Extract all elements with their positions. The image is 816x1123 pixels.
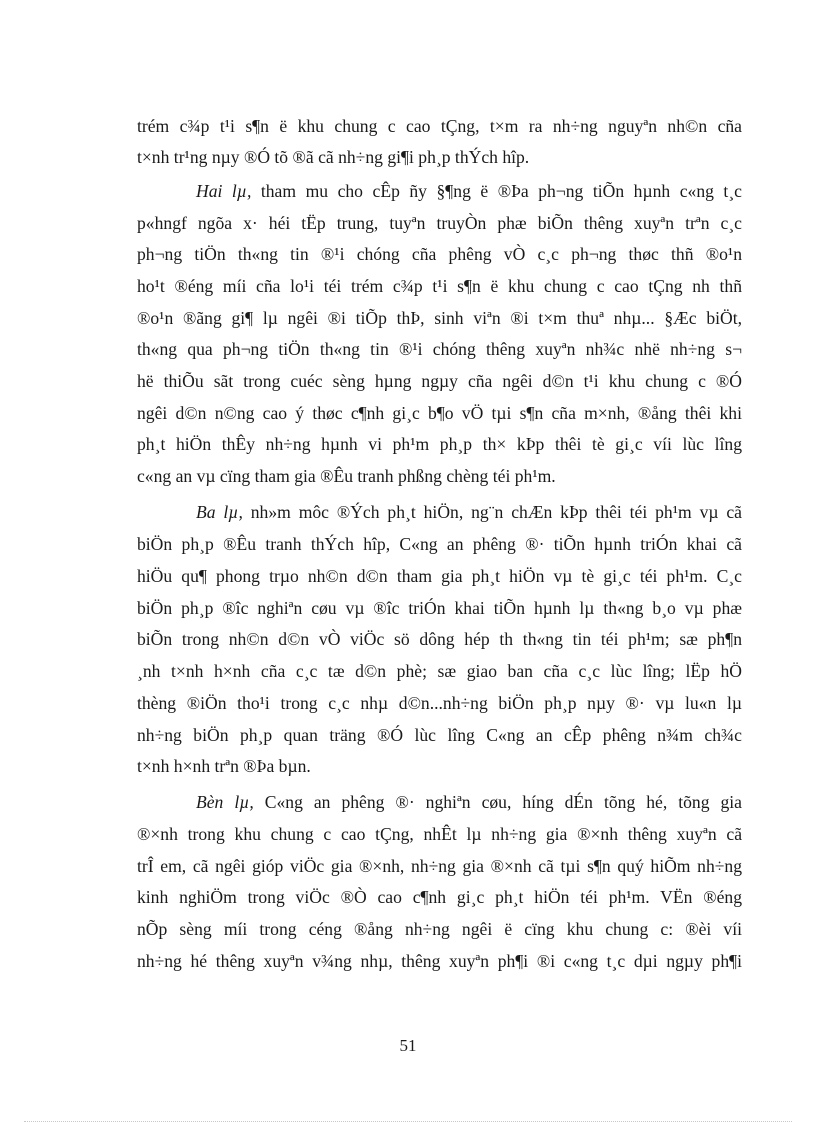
- text-line: nh÷ng biÖn ph¸p quan träng ®Ó lùc lîng C«ng an cÊp phêng n¾m ch¾c: [137, 725, 742, 745]
- text-line: ¸nh t×nh h×nh cña c¸c tæ d©n phè; sæ giao ban cña c¸c lùc lîng; lËp hÖ: [137, 661, 742, 681]
- page-number: 51: [399, 1036, 417, 1055]
- text-line: c«ng an vµ cïng tham gia ®Êu tranh phßng chèng téi ph¹m.: [137, 466, 556, 486]
- text-line: hë thiÕu sãt trong cuéc sèng hµng ngµy cña ngêi d©n t¹i khu chung c ®Ó: [137, 371, 742, 391]
- text-line: trém c¾p t¹i s¶n ë khu chung c cao tÇng, t×m ra nh÷ng nguyªn nh©n cña: [137, 116, 742, 136]
- paragraph-lead: Ba lµ,: [196, 502, 243, 522]
- text-line: nÕp sèng míi trong céng ®ång nh÷ng ngêi ë cïng khu chung c: ®èi víi: [137, 919, 742, 939]
- text-line: ph¸t hiÖn thÊy nh÷ng hµnh vi ph¹m ph¸p th× kÞp thêi tè gi¸c víi lùc lîng: [137, 434, 742, 454]
- text-line: th«ng qua ph¬ng tiÖn th«ng tin ®¹i chóng thêng xuyªn nh¾c nhë nh÷ng s¬: [137, 339, 742, 359]
- text-line: Bèn lµ, C«ng an phêng ®· nghiªn cøu, híng dÉn tõng hé, tõng gia: [196, 792, 742, 812]
- text-line: p«hngf ngõa x· héi tËp trung, tuyªn truyÒn phæ biÕn thêng xuyªn trªn c¸c: [137, 213, 742, 233]
- text-line: t×nh tr¹ng nµy ®Ó tõ ®ã cã nh÷ng gi¶i ph¸p thÝch hîp.: [137, 147, 530, 167]
- paragraph-lead: Hai lµ,: [196, 181, 252, 201]
- text-line: kinh nghiÖm trong viÖc ®Ò cao c¶nh gi¸c ph¸t hiÖn téi ph¹m. VËn ®éng: [137, 887, 742, 907]
- text-line: Hai lµ, tham mu cho cÊp ñy §¶ng ë ®Þa ph¬ng tiÕn hµnh c«ng t¸c: [196, 181, 742, 201]
- text-line: thèng ®iÖn tho¹i trong c¸c nhµ d©n...nh÷ng biÖn ph¸p nµy ®· vµ lu«n lµ: [137, 693, 742, 713]
- text-line: ho¹t ®éng míi cña lo¹i téi trém c¾p t¹i s¶n ë khu chung c cao tÇng nh thñ: [137, 276, 742, 296]
- text-line: ph¬ng tiÖn th«ng tin ®¹i chóng cña phêng vÒ c¸c ph¬ng thøc thñ ®o¹n: [137, 244, 742, 264]
- text-line: biÖn ph¸p ®Êu tranh thÝch hîp, C«ng an phêng ®· tiÕn hµnh triÓn khai cã: [137, 534, 742, 554]
- text-line: ngêi d©n n©ng cao ý thøc c¶nh gi¸c b¶o vÖ tµi s¶n cña m×nh, ®ång thêi khi: [137, 403, 742, 423]
- text-line: ®×nh trong khu chung c cao tÇng, nhÊt lµ nh÷ng gia ®×nh thêng xuyªn cã: [137, 824, 742, 844]
- page-bottom-rule: [24, 1121, 792, 1122]
- text-line: biÕn trong nh©n d©n vÒ viÖc sö dông hép th th«ng tin téi ph¹m; sæ ph¶n: [137, 629, 742, 649]
- text-line: t×nh h×nh trªn ®Þa bµn.: [137, 756, 311, 776]
- text-line: biÖn ph¸p ®îc nghiªn cøu vµ ®îc triÓn khai tiÕn hµnh lµ th«ng b¸o vµ phæ: [137, 598, 742, 618]
- text-line: ®o¹n ®ãng gi¶ lµ ngêi ®i tiÕp thÞ, sinh viªn ®i t×m thuª nhµ... §Æc biÖt,: [137, 308, 742, 328]
- text-line: hiÖu qu¶ phong trµo nh©n d©n tham gia ph¸t hiÖn vµ tè gi¸c téi ph¹m. C¸c: [137, 566, 742, 586]
- paragraph-lead: Bèn lµ,: [196, 792, 254, 812]
- text-line: trÎ em, cã ngêi gióp viÖc gia ®×nh, nh÷ng gia ®×nh cã tµi s¶n quý hiÕm nh÷ng: [137, 856, 742, 876]
- text-line: Ba lµ, nh»m môc ®Ých ph¸t hiÖn, ng¨n chÆn kÞp thêi téi ph¹m vµ cã: [196, 502, 742, 522]
- text-line: nh÷ng hé thêng xuyªn v¾ng nhµ, thêng xuyªn ph¶i ®i c«ng t¸c dµi ngµy ph¶i: [137, 951, 742, 971]
